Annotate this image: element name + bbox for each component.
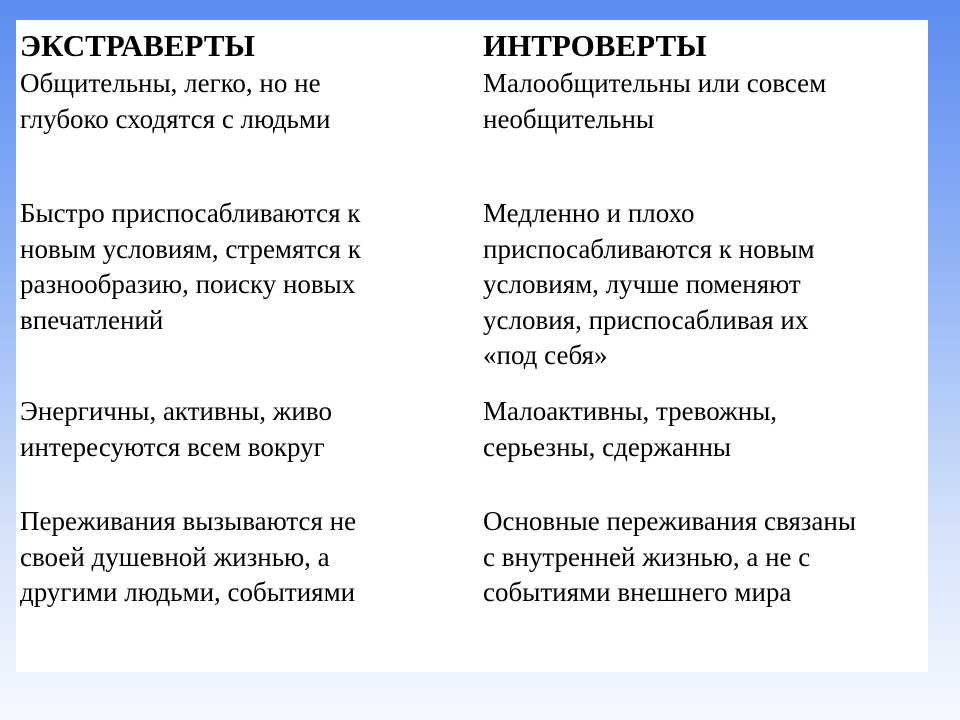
introverts-column	[483, 20, 928, 672]
extraverts-trait-activity: Энергичны, активны, живо интересуются всем вокруг	[20, 396, 332, 462]
extraverts-trait-experiences: Переживания вызываются не своей душевной жизнью, а другими людьми, событиями	[20, 506, 357, 607]
extraverts-trait-adaptation: Быстро приспосабливаются к новым условиям, стремятся к разнообразию, поиску новых впечатлений	[20, 198, 361, 335]
extraverts-header: ЭКСТРАВЕРТЫ	[20, 28, 255, 63]
introverts-trait-experiences: Основные переживания связаны с внутренней жизнью, а не с событиями внешнего мира	[483, 506, 857, 607]
extraverts-trait-sociability: Общительны, легко, но не глубоко сходятся с людьми	[20, 68, 331, 134]
comparison-table	[16, 20, 928, 672]
introverts-trait-adaptation: Медленно и плохо приспосабливаются к новым условиям, лучше поменяют условия, приспосабливая их «под себя»	[483, 198, 815, 370]
introverts-header: ИНТРОВЕРТЫ	[483, 28, 707, 63]
introverts-trait-sociability: Малообщительны или совсем необщительны	[483, 68, 827, 134]
extraverts-column	[20, 20, 470, 672]
introverts-trait-activity: Малоактивны, тревожны, серьезны, сдержанны	[483, 396, 778, 462]
